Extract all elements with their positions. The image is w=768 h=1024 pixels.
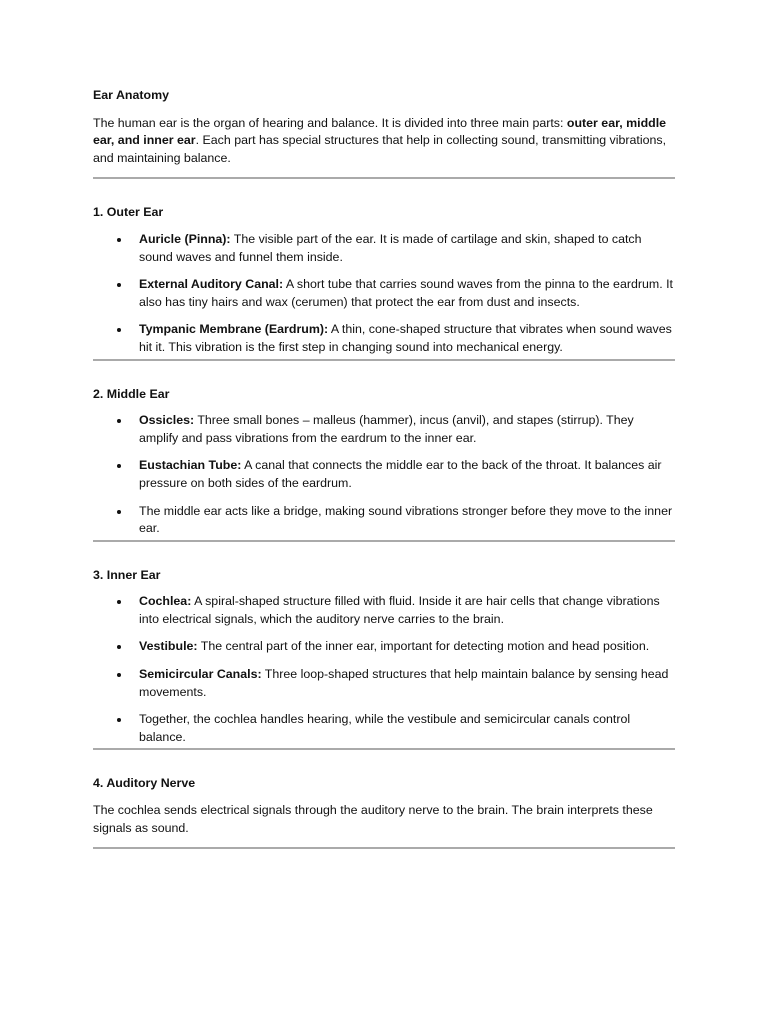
item-text: The middle ear acts like a bridge, making sound vibrations stronger before they move to the inner ear. <box>139 503 673 536</box>
item-text: A spiral-shaped structure filled with fluid. Inside it are hair cells that change vibrations into electrical signals, which the auditory nerve carries to the brain. <box>139 594 660 626</box>
list-item <box>93 638 675 656</box>
bullet-icon <box>117 600 121 604</box>
intro-text-end: . Each part has special structures that help in collecting sound, transmitting vibrations, and maintaining balance. <box>93 133 667 165</box>
item-term: Vestibule: <box>139 639 198 654</box>
doc-title: Ear Anatomy <box>93 88 169 102</box>
item-text: The central part of the inner ear, important for detecting motion and head position. <box>197 639 650 654</box>
middle-ear-list <box>93 412 675 538</box>
bullet-icon <box>117 238 121 242</box>
bullet-icon <box>117 645 121 649</box>
list-item <box>93 711 675 746</box>
section-heading-outer-ear: 1. Outer Ear <box>93 205 164 220</box>
bullet-icon <box>117 673 121 677</box>
bullet-icon <box>117 718 121 722</box>
section-heading-auditory-nerve: 4. Auditory Nerve <box>93 776 196 791</box>
divider <box>93 359 675 361</box>
item-term: Eustachian Tube: <box>139 458 242 473</box>
auditory-nerve-paragraph: The cochlea sends electrical signals through the auditory nerve to the brain. The brain interprets these signals as sound. <box>93 803 653 835</box>
bullet-icon <box>117 510 121 514</box>
item-text: Together, the cochlea handles hearing, while the vestibule and semicircular canals control balance. <box>139 712 631 744</box>
list-item <box>93 231 675 266</box>
list-item <box>93 276 675 311</box>
list-item <box>93 321 675 356</box>
divider <box>93 748 675 750</box>
bullet-icon <box>117 283 121 287</box>
section-heading-inner-ear: 3. Inner Ear <box>93 567 161 582</box>
section-heading-middle-ear: 2. Middle Ear <box>93 386 170 401</box>
list-item <box>93 666 675 701</box>
divider <box>93 847 675 849</box>
intro-paragraph <box>93 115 675 168</box>
bullet-icon <box>117 328 121 332</box>
outer-ear-list <box>93 231 675 357</box>
item-text: Three loop-shaped structures that help maintain balance by sensing head movements. <box>139 667 669 699</box>
divider <box>93 177 675 179</box>
item-text: The visible part of the ear. It is made of cartilage and skin, shaped to catch sound waves and funnel them inside. <box>139 231 642 264</box>
intro-bold-text: outer ear, middle ear, and inner ear <box>93 115 667 148</box>
list-item <box>93 593 675 628</box>
item-text: A short tube that carries sound waves from the pinna to the eardrum. It also has tiny hairs and wax (cerumen) that protect the ear from dust and insects. <box>139 277 673 309</box>
document-body <box>93 87 675 849</box>
item-term: Tympanic Membrane (Eardrum): <box>139 322 329 337</box>
list-item <box>93 503 675 538</box>
list-item <box>93 457 675 492</box>
item-term: Semicircular Canals: <box>139 667 262 682</box>
item-text: A thin, cone-shaped structure that vibrates when sound waves hit it. This vibration is the first step in changing sound into mechanical energy. <box>139 322 672 354</box>
list-item <box>93 412 675 447</box>
item-text: A canal that connects the middle ear to the back of the throat. It balances air pressure on both sides of the eardrum. <box>139 458 662 490</box>
item-text: Three small bones – malleus (hammer), incus (anvil), and stapes (stirrup). They amplify and pass vibrations from the eardrum to the inner ear. <box>139 413 634 445</box>
intro-text: The human ear is the organ of hearing and balance. It is divided into three main parts: <box>93 115 567 130</box>
item-term: Auricle (Pinna): <box>139 231 231 246</box>
item-term: External Auditory Canal: <box>139 277 284 292</box>
divider <box>93 540 675 542</box>
bullet-icon <box>117 419 121 423</box>
item-term: Cochlea: <box>139 594 192 609</box>
inner-ear-list <box>93 593 675 746</box>
bullet-icon <box>117 464 121 468</box>
item-term: Ossicles: <box>139 413 195 428</box>
